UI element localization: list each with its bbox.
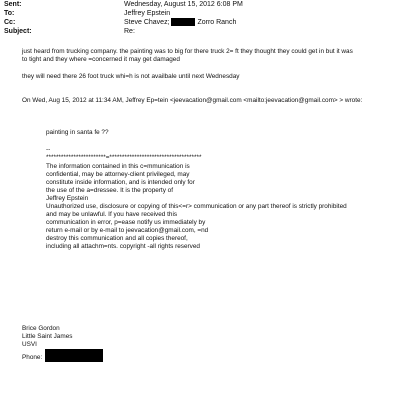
subject-value: Re: bbox=[124, 28, 135, 35]
disclaimer-line: and may be unlawful. If you have received this bbox=[46, 211, 178, 218]
body-line: to tight and they where =concerned it may get damaged bbox=[22, 56, 180, 63]
cc-suffix: Zorro Ranch bbox=[197, 19, 237, 26]
disclaimer-line: confidential, may be attorney-client privileged, may bbox=[46, 171, 190, 178]
disclaimer-line: return e-mail or by e-mail to jeevacation@gmail.com, =nd bbox=[46, 227, 209, 234]
signature-place: Little Saint James bbox=[22, 333, 73, 340]
signature-name: Brice Gordon bbox=[22, 325, 60, 332]
disclaimer-line: destroy this communication and all copies thereof, bbox=[46, 235, 188, 242]
quote-intro: On Wed, Aug 15, 2012 at 11:34 AM, Jeffrey Ep=tein <jeevacation@gmail.com <mailto:jeevacation@gmail.com> > wrote: bbox=[22, 97, 363, 104]
disclaimer-line: Unauthorized use, disclosure or copying of this<=r> communication or any part thereof is strictly prohibited bbox=[46, 203, 347, 210]
disclaimer-line: Jeffrey Epstein bbox=[46, 195, 89, 202]
disclaimer-line: communication in error, p=ease notify us immediately by bbox=[46, 219, 206, 226]
redaction-block bbox=[171, 18, 195, 26]
cc-value bbox=[124, 18, 236, 27]
quote-dash: -- bbox=[46, 146, 51, 153]
cc-label: Cc: bbox=[4, 19, 16, 26]
disclaimer-line: The information contained in this c=mmunication is bbox=[46, 163, 190, 170]
signature-region: USVI bbox=[22, 341, 37, 348]
sent-value: Wednesday, August 15, 2012 6:08 PM bbox=[124, 1, 243, 8]
body-line: just heard from trucking company. the painting was to big for there truck 2= ft they thought they could get in but it was bbox=[22, 48, 353, 55]
subject-label: Subject: bbox=[4, 28, 32, 35]
body-line: they will need there 26 foot truck whi=h is not availbale until next Wednesday bbox=[22, 73, 240, 80]
quoted-question: painting in santa fe ?? bbox=[46, 129, 109, 136]
disclaimer-line: the use of the a=dressee. It is the property of bbox=[46, 187, 174, 194]
signature-phone bbox=[22, 349, 103, 362]
cc-name: Steve Chavez; bbox=[124, 19, 170, 26]
redaction-block bbox=[45, 349, 103, 362]
sent-label: Sent: bbox=[4, 1, 22, 8]
quote-stars: ************************=************************************* bbox=[46, 154, 202, 161]
disclaimer-line: including all attachm=nts. copyright -all rights reserved bbox=[46, 243, 200, 250]
to-value: Jeffrey Epstein bbox=[124, 10, 171, 17]
disclaimer-line: constitute inside information, and is intended only for bbox=[46, 179, 195, 186]
phone-label: Phone: bbox=[22, 354, 43, 361]
to-label: To: bbox=[4, 10, 15, 17]
